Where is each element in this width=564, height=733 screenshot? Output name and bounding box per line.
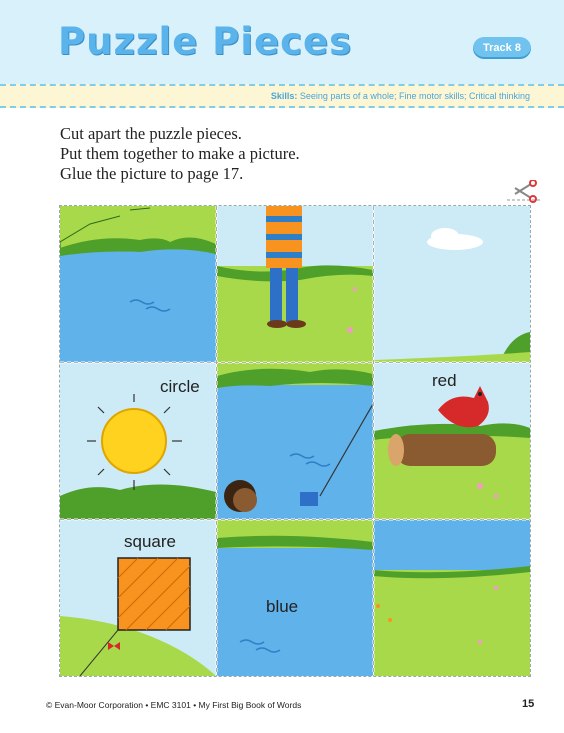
page-header: [0, 0, 564, 84]
puzzle-piece-blue[interactable]: [217, 520, 373, 676]
label-red: red: [432, 371, 457, 390]
label-blue: blue: [266, 597, 299, 616]
skills-text: Seeing parts of a whole; Fine motor skills; Critical thinking: [299, 91, 530, 101]
scissors-icon: [505, 180, 541, 204]
puzzle-piece-9[interactable]: [374, 520, 530, 676]
instruction-line-1: Cut apart the puzzle pieces.: [60, 124, 242, 143]
skills-label: Skills:: [270, 91, 298, 101]
track-badge[interactable]: Track 8: [473, 37, 531, 59]
puzzle-grid: [59, 205, 531, 677]
puzzle-piece-5[interactable]: [217, 363, 373, 519]
skills-bar: [0, 84, 564, 108]
instructions: [60, 124, 300, 184]
puzzle-piece-circle[interactable]: [60, 363, 216, 519]
puzzle-piece-3[interactable]: [374, 206, 530, 362]
page-title: Puzzle Pieces: [58, 20, 353, 63]
label-square: square: [124, 532, 176, 551]
puzzle-piece-red[interactable]: [374, 363, 530, 519]
puzzle-piece-2[interactable]: [217, 206, 373, 362]
puzzle-piece-square[interactable]: [60, 520, 216, 676]
puzzle-svg: [60, 206, 530, 676]
label-circle: circle: [160, 377, 200, 396]
puzzle-piece-1[interactable]: [60, 206, 216, 362]
skills-line: [271, 91, 530, 101]
footer-copyright: © Evan-Moor Corporation • EMC 3101 • My First Big Book of Words: [46, 700, 302, 710]
instruction-line-2: Put them together to make a picture.: [60, 144, 300, 163]
page-number: 15: [522, 698, 535, 710]
instruction-line-3: Glue the picture to page 17.: [60, 164, 244, 183]
